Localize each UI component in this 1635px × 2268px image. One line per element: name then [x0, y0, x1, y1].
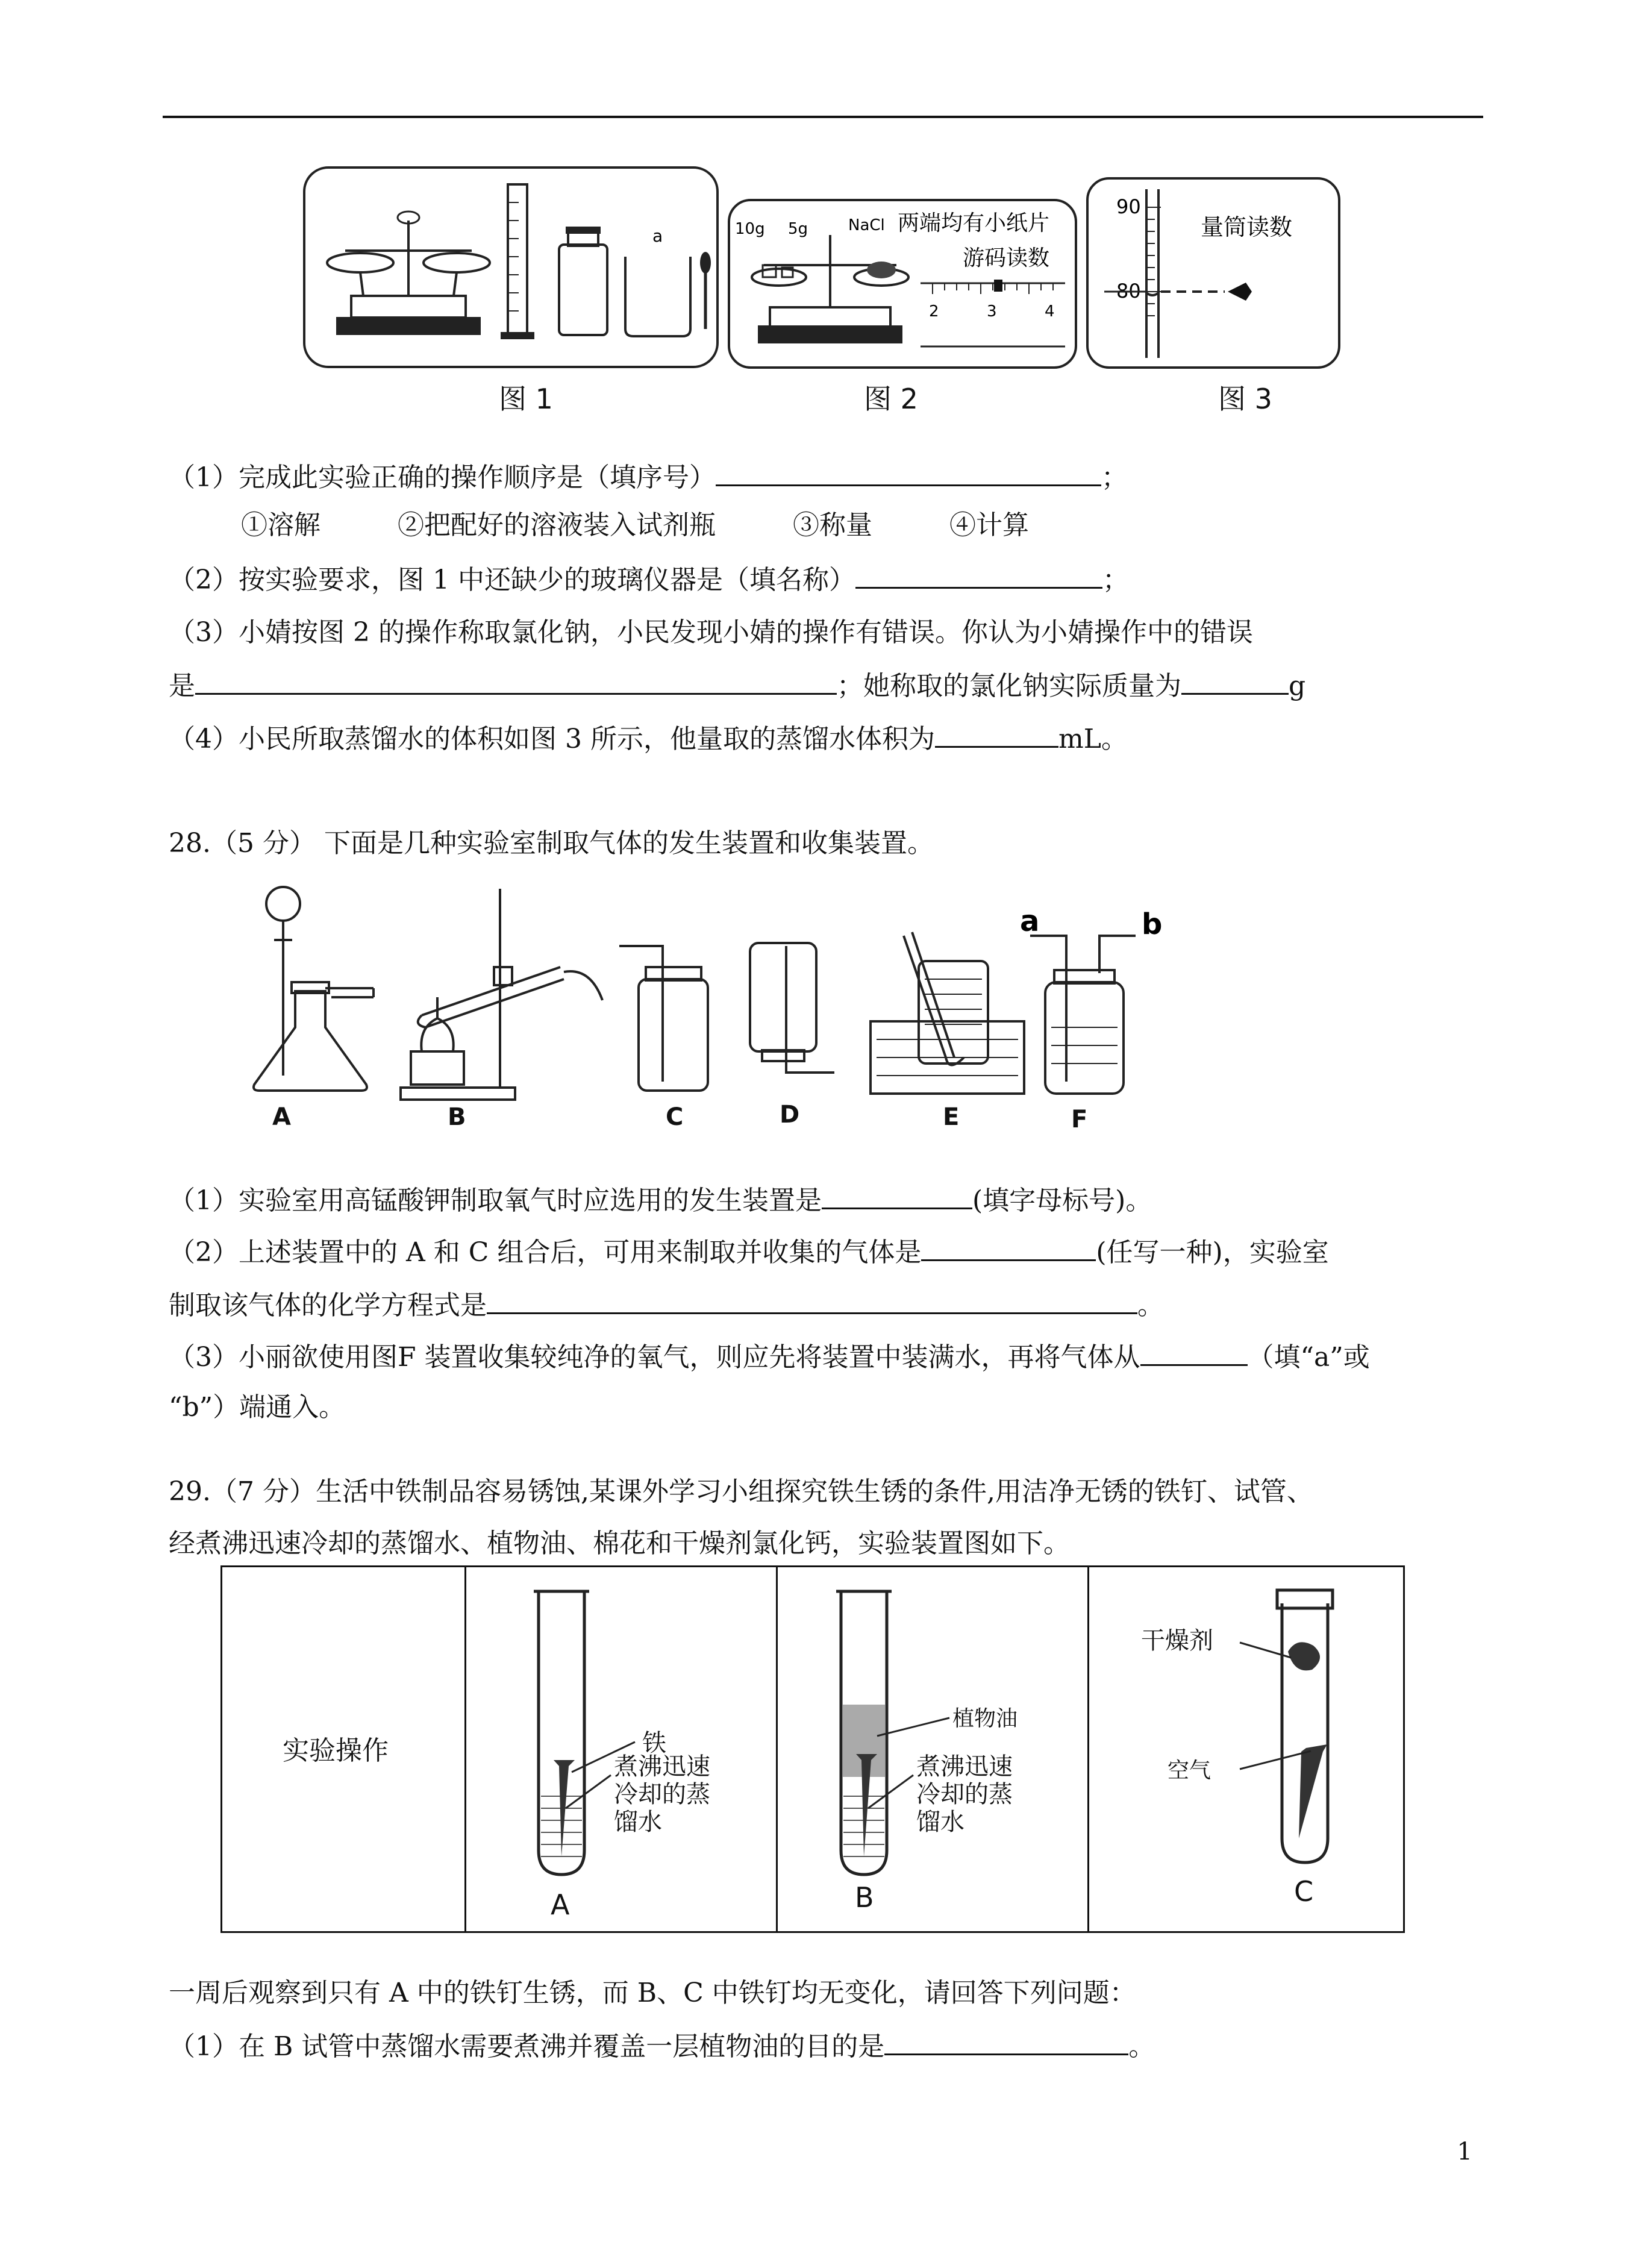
experiment-table — [220, 1565, 1405, 1933]
tube-a-drawing — [466, 1567, 778, 1931]
tube-b-oil-label: 植物油 — [952, 1706, 1018, 1731]
q27-blank4[interactable] — [1181, 666, 1289, 695]
cylinder-tick-80: 80 — [1116, 280, 1141, 302]
port-b-label: b — [1142, 907, 1163, 941]
q29-intro-line2: 经煮沸迅速冷却的蒸馏水、植物油、棉花和干燥剂氯化钙，实验装置图如下。 — [169, 1528, 1070, 1559]
tube-c-air-label: 空气 — [1168, 1758, 1211, 1783]
figure-2-weighing-error — [728, 199, 1077, 369]
q27-part1: （1）完成此实验正确的操作顺序是（填序号） ； — [169, 458, 1128, 496]
tube-b-water-line1: 煮沸迅速 — [916, 1753, 1013, 1781]
gas-apparatus-figure — [241, 877, 1181, 1130]
scale-tick-3: 3 — [987, 302, 997, 321]
q27-blank3[interactable] — [195, 666, 837, 695]
q27-blank5[interactable] — [935, 719, 1058, 748]
q27-part4: （4）小民所取蒸馏水的体积如图 3 所示，他量取的蒸馏水体积为 mL。 — [169, 719, 1128, 757]
scale-tick-4: 4 — [1045, 302, 1055, 321]
tube-c-drawing — [1089, 1567, 1405, 1931]
tube-a-iron-label: 铁 — [642, 1729, 666, 1757]
q28-blank2[interactable] — [921, 1233, 1096, 1261]
q27-blank2[interactable] — [855, 560, 1102, 589]
tube-b-drawing — [778, 1567, 1089, 1931]
q27-part2: （2）按实验要求，图 1 中还缺少的玻璃仪器是（填名称） ； — [169, 560, 1129, 598]
rider-reading-label: 游码读数 — [963, 246, 1050, 271]
weight-5g-label: 5g — [788, 220, 808, 238]
q29-blank1[interactable] — [884, 2027, 1128, 2055]
caption-fig1: 图 1 — [499, 383, 553, 415]
option-1: ①溶解 — [241, 510, 320, 540]
tube-a-water-line2: 冷却的蒸 — [614, 1781, 710, 1808]
q29-intro-line1: 29.（7 分）生活中铁制品容易锈蚀,某课外学习小组探究铁生锈的条件,用洁净无锈的铁钉、试管、 — [169, 1476, 1313, 1507]
scale-tick-2: 2 — [929, 302, 939, 321]
tube-b-water-line3: 馏水 — [916, 1808, 964, 1836]
header-rule — [163, 116, 1483, 118]
caption-fig2: 图 2 — [864, 383, 918, 415]
app-label-A: A — [272, 1103, 291, 1131]
app-label-D: D — [780, 1101, 800, 1129]
q28-part3-line2: “b”）端通入。 — [169, 1392, 346, 1423]
port-a-label: a — [1020, 904, 1040, 938]
page-number: 1 — [1457, 2138, 1472, 2166]
q27-part3-line2: 是 ；她称取的氯化钠实际质量为 g — [169, 666, 1305, 704]
caption-fig3: 图 3 — [1218, 383, 1272, 415]
tube-a-water-line3: 馏水 — [614, 1808, 662, 1836]
tube-c-desiccant-label: 干燥剂 — [1141, 1627, 1213, 1655]
tube-b-letter: B — [855, 1881, 874, 1914]
tube-c-cell — [1089, 1567, 1405, 1931]
q28-blank3[interactable] — [487, 1286, 1137, 1314]
tube-c-letter: C — [1294, 1875, 1314, 1908]
tube-a-water-line1: 煮沸迅速 — [614, 1753, 710, 1781]
q27-part3-line1: （3）小婧按图 2 的操作称取氯化钠，小民发现小婧的操作有错误。你认为小婧操作中的错误 — [169, 617, 1253, 648]
q27-blank1[interactable] — [716, 458, 1101, 486]
option-3: ③称量 — [793, 510, 872, 540]
q27-options — [241, 507, 1029, 544]
tube-a-cell — [466, 1567, 778, 1931]
app-label-B: B — [448, 1103, 466, 1131]
paper-note-label: 两端均有小纸片 — [898, 211, 1050, 236]
beaker-label-a: a — [652, 226, 663, 246]
q29-part1: （1）在 B 试管中蒸馏水需要煮沸并覆盖一层植物油的目的是 。 — [169, 2027, 1155, 2065]
table-label-cell — [222, 1567, 466, 1931]
app-label-F: F — [1071, 1106, 1088, 1133]
cylinder-tick-90: 90 — [1116, 195, 1141, 218]
q28-title: 28.（5 分） 下面是几种实验室制取气体的发生装置和收集装置。 — [169, 828, 934, 859]
app-label-C: C — [666, 1103, 684, 1131]
q28-blank1[interactable] — [822, 1181, 972, 1209]
figure-1-balance-apparatus — [303, 166, 719, 368]
experiment-operation-label: 实验操作 — [283, 1735, 389, 1766]
q28-part3-line1: （3）小丽欲使用图F 装置收集较纯净的氧气，则应先将装置中装满水，再将气体从 （填“a”或 — [169, 1338, 1370, 1376]
q29-observation: 一周后观察到只有 A 中的铁钉生锈，而 B、C 中铁钉均无变化，请回答下列问题： — [169, 1978, 1136, 2008]
tube-a-letter: A — [551, 1888, 570, 1921]
tube-b-cell — [778, 1567, 1089, 1931]
tube-b-water-line2: 冷却的蒸 — [916, 1781, 1013, 1808]
option-2: ②把配好的溶液装入试剂瓶 — [398, 510, 716, 540]
q28-blank4[interactable] — [1140, 1338, 1248, 1366]
nacl-label: NaCl — [848, 216, 885, 234]
app-label-E: E — [943, 1103, 960, 1131]
weight-10g-label: 10g — [735, 220, 765, 238]
figure-3-cylinder-reading — [1086, 177, 1340, 369]
cylinder-reading-note: 量筒读数 — [1201, 214, 1293, 240]
option-4: ④计算 — [949, 510, 1029, 540]
q28-part2-line2: 制取该气体的化学方程式是 。 — [169, 1286, 1164, 1324]
q28-part2-line1: （2）上述装置中的 A 和 C 组合后，可用来制取并收集的气体是 (任写一种)，实验室 — [169, 1233, 1329, 1271]
q28-part1: （1）实验室用高锰酸钾制取氧气时应选用的发生装置是 (填字母标号)。 — [169, 1181, 1152, 1219]
